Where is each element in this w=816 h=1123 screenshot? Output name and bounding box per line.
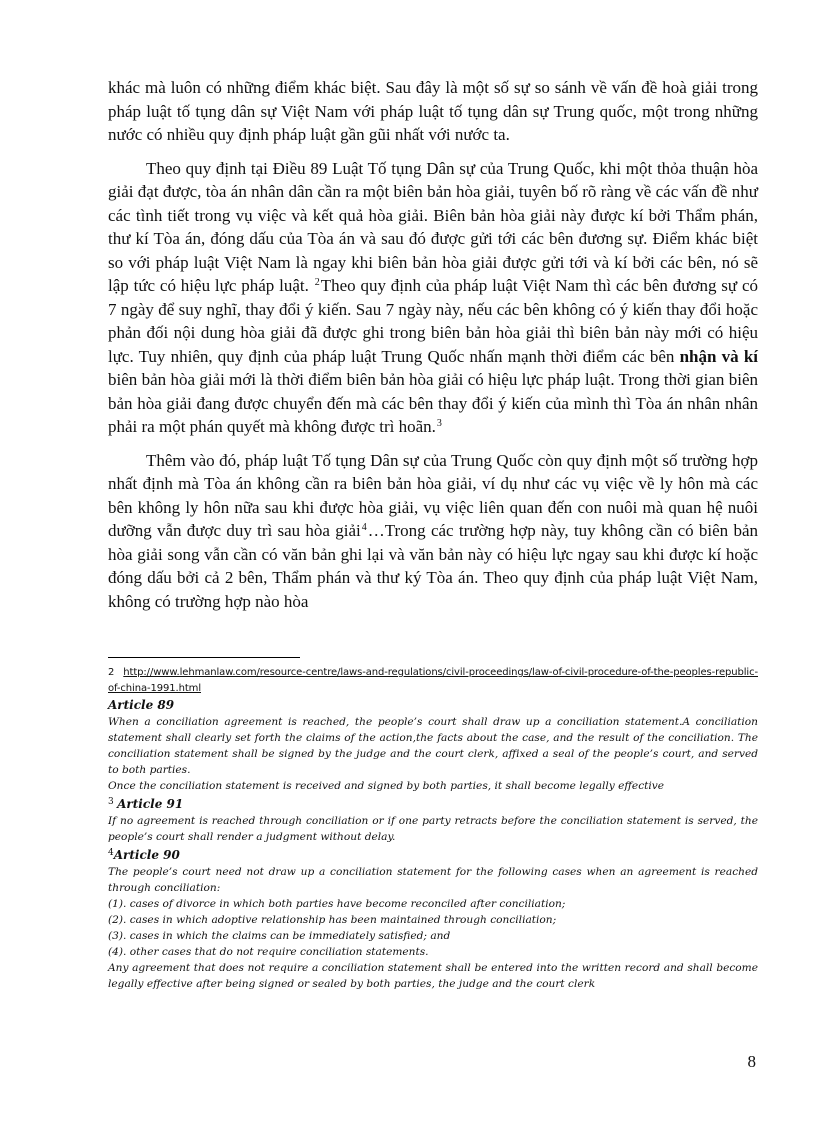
footnote-ref-4[interactable]: 4 xyxy=(361,522,367,533)
footnote-4-item-4: (4). other cases that do not require conciliation statements. xyxy=(108,946,429,958)
footnote-2-heading-text: Article 89 xyxy=(108,698,175,712)
footnote-3-heading xyxy=(108,794,758,813)
footnote-4-number: 4 xyxy=(108,848,114,858)
paragraph-3 xyxy=(108,449,758,614)
footnote-ref-3[interactable]: 3 xyxy=(436,418,442,429)
footnote-2-heading xyxy=(108,697,758,714)
footnote-separator xyxy=(108,657,300,658)
footnote-2-text: When a conciliation agreement is reached, the people’s court shall draw up a conciliation statement.A conciliation statement shall clearly set forth the claims of the action,the facts about the case, and the result of the conciliation. The conciliation statement shall be signed by the judge and the court clerk, affixed a seal of the people’s court, and served to both parties. xyxy=(108,716,758,776)
footnote-3-text: If no agreement is reached through conciliation or if one party retracts before the conciliation statement is served, the people’s court shall render a judgment without delay. xyxy=(108,815,758,843)
footnote-4-item-3: (3). cases in which the claims can be immediately satisfied; and xyxy=(108,930,451,942)
footnote-4-text: The people’s court need not draw up a conciliation statement for the following cases when an agreement is reached through conciliation: xyxy=(108,866,758,894)
main-text xyxy=(108,76,758,623)
paragraph-2 xyxy=(108,157,758,439)
footnote-2-link[interactable]: http://www.lehmanlaw.com/resource-centre/laws-and-regulations/civil-proceedings/law-of-civil-procedure-of-the-peoples-republic-of-china-1991.html xyxy=(108,667,758,694)
paragraph-2-text-b: Theo quy định của pháp luật Việt Nam thì các bên đương sự có 7 ngày để suy nghĩ, thay đổi ý kiến. Sau 7 ngày này, nếu các bên không có ý kiến thay đổi hoặc phản đối nội dung hòa giải đã được ghi trong biên bản hòa giải thì biên bản này mới có hiệu lực. Tuy nhiên, quy định của pháp luật Trung Quốc nhấn mạnh thời điểm các bên xyxy=(108,276,758,366)
footnote-4-item-1: (1). cases of divorce in which both parties have become reconciled after conciliation; xyxy=(108,898,566,910)
footnote-ref-2[interactable]: 2 xyxy=(314,277,320,288)
paragraph-2-text-a: Theo quy định tại Điều 89 Luật Tố tụng Dân sự của Trung Quốc, khi một thỏa thuận hòa giải đạt được, tòa án nhân dân cần ra một biên bản hòa giải, tuyên bố rõ ràng về các vấn đề như các tình tiết trong vụ việc và kết quả hòa giải. Biên bản hòa giải này được kí bởi Thẩm phán, thư kí Tòa án, đóng dấu của Tòa án và sau đó được gửi tới các bên đương sự. Điểm khác biệt so với pháp luật Việt Nam là ngay khi biên bản hòa giải được gửi tới và kí bởi các bên, nó sẽ lập tức có hiệu lực pháp luật. xyxy=(108,158,758,295)
footnote-4-item-2: (2). cases in which adoptive relationship has been maintained through conciliation; xyxy=(108,914,557,926)
footnote-4-heading-text: Article 90 xyxy=(113,848,180,862)
paragraph-3-text-a: Thêm vào đó, pháp luật Tố tụng Dân sự của Trung Quốc còn quy định một số trường hợp nhất định mà Tòa án không cần ra biên bản hòa giải, ví dụ như các vụ việc về ly hôn mà các bên không ly hôn nữa sau khi được hòa giải, vụ việc liên quan đến con nuôi mà quan hệ nuôi dưỡng vẫn được duy trì sau hòa giải xyxy=(108,450,758,540)
footnote-4-text-2: Any agreement that does not require a conciliation statement shall be entered into the written record and shall become legally effective after being signed or sealed by both parties, the judge and the court clerk xyxy=(108,962,758,990)
page-number: 8 xyxy=(747,1052,756,1071)
footnote-3-heading-text: Article 91 xyxy=(117,797,184,811)
paragraph-3-text-b: …Trong các trường hợp này, tuy không cần có biên bản hòa giải song vẫn cần có văn bản ghi lại và văn bản này có hiệu lực ngay sau khi được kí hoặc đóng dấu bởi cả 2 bên, Thẩm phán và thư ký Tòa án. Theo quy định của pháp luật Việt Nam, không có trường hợp nào hòa xyxy=(108,521,758,611)
paragraph-1-text: khác mà luôn có những điểm khác biệt. Sau đây là một số sự so sánh về vấn đề hoà giải trong pháp luật tố tụng dân sự Việt Nam với pháp luật tố tụng dân sự Trung quốc, một trong những nước có nhiều quy định pháp luật gần gũi nhất với nước ta. xyxy=(108,78,758,144)
paragraph-2-bold: nhận và kí xyxy=(679,346,759,366)
footnote-4-heading xyxy=(108,845,758,864)
footnote-2-text-2: Once the conciliation statement is received and signed by both parties, it shall become legally effective xyxy=(108,780,665,792)
footnote-3-number: 3 xyxy=(108,797,114,807)
footnote-2-source xyxy=(108,665,758,697)
footnotes xyxy=(108,665,758,992)
paragraph-1 xyxy=(108,76,758,147)
footnote-2-number: 2 xyxy=(108,667,115,678)
paragraph-2-text-c: biên bản hòa giải mới là thời điểm biên bản hòa giải có hiệu lực pháp luật. Trong thời gian biên bản hòa giải đang được chuyển đến mà các bên thay đổi ý kiến của mình thì Tòa án nhân nhân phải ra một phán quyết mà không được trì hoãn. xyxy=(108,370,758,436)
